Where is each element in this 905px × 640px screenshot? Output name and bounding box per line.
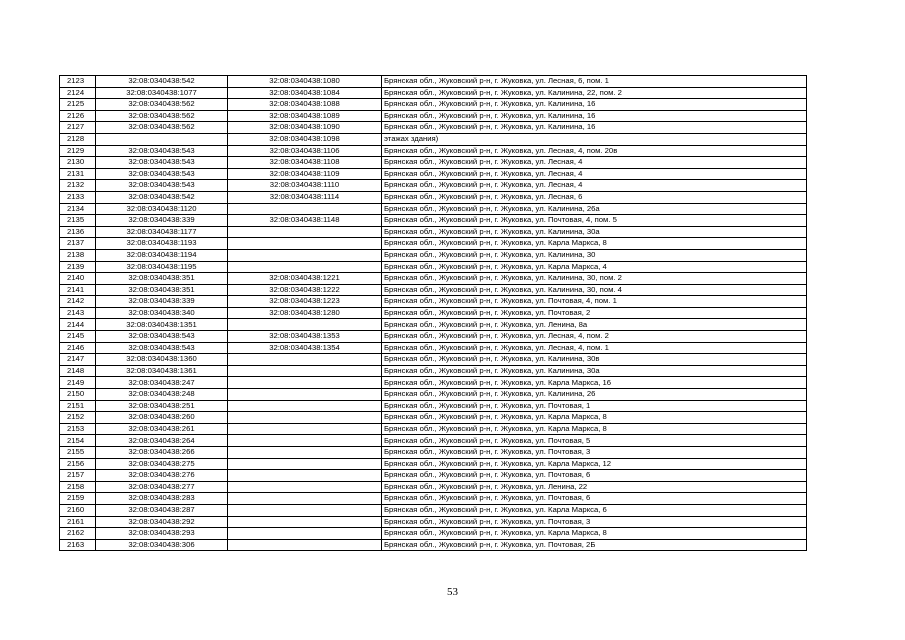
cadastral-number-cell: 32:08:0340438:543 [96, 342, 228, 354]
table-row [60, 539, 807, 551]
cadastral-number-cell: 32:08:0340438:562 [96, 122, 228, 134]
row-number-cell: 2147 [60, 354, 96, 366]
object-cadastral-number-cell [228, 423, 382, 435]
object-cadastral-number-cell [228, 516, 382, 528]
row-number-cell: 2144 [60, 319, 96, 331]
address-cell: Брянская обл., Жуковский р-н, г. Жуковка, ул. Калинина, 30в [382, 354, 807, 366]
address-cell: Брянская обл., Жуковский р-н, г. Жуковка, ул. Почтовая, 4, пом. 1 [382, 296, 807, 308]
address-cell: Брянская обл., Жуковский р-н, г. Жуковка, ул. Лесная, 4 [382, 180, 807, 192]
row-number-cell: 2149 [60, 377, 96, 389]
table-row [60, 435, 807, 447]
object-cadastral-number-cell: 32:08:0340438:1098 [228, 133, 382, 145]
object-cadastral-number-cell [228, 400, 382, 412]
row-number-cell: 2138 [60, 249, 96, 261]
table-row [60, 307, 807, 319]
records-table-body [60, 76, 807, 551]
cadastral-number-cell: 32:08:0340438:340 [96, 307, 228, 319]
object-cadastral-number-cell [228, 365, 382, 377]
cadastral-number-cell: 32:08:0340438:562 [96, 99, 228, 111]
row-number-cell: 2155 [60, 447, 96, 459]
address-cell: Брянская обл., Жуковский р-н, г. Жуковка, ул. Лесная, 4, пом. 20в [382, 145, 807, 157]
cadastral-number-cell: 32:08:0340438:562 [96, 110, 228, 122]
address-cell: Брянская обл., Жуковский р-н, г. Жуковка, ул. Калинина, 22, пом. 2 [382, 87, 807, 99]
table-row [60, 470, 807, 482]
table-row [60, 273, 807, 285]
cadastral-number-cell: 32:08:0340438:351 [96, 284, 228, 296]
row-number-cell: 2150 [60, 389, 96, 401]
address-cell: Брянская обл., Жуковский р-н, г. Жуковка, ул. Карла Маркса, 8 [382, 423, 807, 435]
object-cadastral-number-cell [228, 412, 382, 424]
table-row [60, 528, 807, 540]
address-cell: Брянская обл., Жуковский р-н, г. Жуковка, ул. Лесная, 6 [382, 191, 807, 203]
cadastral-number-cell: 32:08:0340438:543 [96, 145, 228, 157]
object-cadastral-number-cell [228, 528, 382, 540]
address-cell: Брянская обл., Жуковский р-н, г. Жуковка, ул. Лесная, 4 [382, 168, 807, 180]
object-cadastral-number-cell [228, 354, 382, 366]
address-cell: Брянская обл., Жуковский р-н, г. Жуковка, ул. Ленина, 22 [382, 481, 807, 493]
table-row [60, 447, 807, 459]
row-number-cell: 2139 [60, 261, 96, 273]
cadastral-number-cell: 32:08:0340438:260 [96, 412, 228, 424]
object-cadastral-number-cell [228, 203, 382, 215]
table-row [60, 481, 807, 493]
address-cell: Брянская обл., Жуковский р-н, г. Жуковка, ул. Почтовая, 2Б [382, 539, 807, 551]
address-cell: Брянская обл., Жуковский р-н, г. Жуковка, ул. Калинина, 16 [382, 99, 807, 111]
table-row [60, 516, 807, 528]
table-row [60, 493, 807, 505]
cadastral-number-cell [96, 133, 228, 145]
cadastral-number-cell: 32:08:0340438:543 [96, 180, 228, 192]
cadastral-number-cell: 32:08:0340438:1351 [96, 319, 228, 331]
address-cell: Брянская обл., Жуковский р-н, г. Жуковка, ул. Карла Маркса, 12 [382, 458, 807, 470]
address-cell: Брянская обл., Жуковский р-н, г. Жуковка, ул. Калинина, 30, пом. 4 [382, 284, 807, 296]
object-cadastral-number-cell [228, 539, 382, 551]
address-cell: Брянская обл., Жуковский р-н, г. Жуковка, ул. Ленина, 8а [382, 319, 807, 331]
table-row [60, 180, 807, 192]
table-row [60, 331, 807, 343]
address-cell: Брянская обл., Жуковский р-н, г. Жуковка, ул. Калинина, 26 [382, 389, 807, 401]
address-cell: Брянская обл., Жуковский р-н, г. Жуковка, ул. Карла Маркса, 16 [382, 377, 807, 389]
cadastral-number-cell: 32:08:0340438:1077 [96, 87, 228, 99]
cadastral-number-cell: 32:08:0340438:264 [96, 435, 228, 447]
object-cadastral-number-cell: 32:08:0340438:1109 [228, 168, 382, 180]
row-number-cell: 2137 [60, 238, 96, 250]
row-number-cell: 2142 [60, 296, 96, 308]
address-cell: Брянская обл., Жуковский р-н, г. Жуковка, ул. Почтовая, 2 [382, 307, 807, 319]
row-number-cell: 2128 [60, 133, 96, 145]
table-row [60, 504, 807, 516]
cadastral-number-cell: 32:08:0340438:1195 [96, 261, 228, 273]
row-number-cell: 2145 [60, 331, 96, 343]
address-cell: Брянская обл., Жуковский р-н, г. Жуковка, ул. Почтовая, 6 [382, 470, 807, 482]
table-row [60, 284, 807, 296]
address-cell: Брянская обл., Жуковский р-н, г. Жуковка, ул. Карла Маркса, 4 [382, 261, 807, 273]
row-number-cell: 2129 [60, 145, 96, 157]
object-cadastral-number-cell: 32:08:0340438:1222 [228, 284, 382, 296]
address-cell: Брянская обл., Жуковский р-н, г. Жуковка, ул. Калинина, 30а [382, 226, 807, 238]
row-number-cell: 2136 [60, 226, 96, 238]
row-number-cell: 2123 [60, 76, 96, 88]
table-row [60, 458, 807, 470]
row-number-cell: 2156 [60, 458, 96, 470]
address-cell: Брянская обл., Жуковский р-н, г. Жуковка, ул. Почтовая, 5 [382, 435, 807, 447]
cadastral-number-cell: 32:08:0340438:292 [96, 516, 228, 528]
row-number-cell: 2152 [60, 412, 96, 424]
object-cadastral-number-cell [228, 435, 382, 447]
cadastral-number-cell: 32:08:0340438:287 [96, 504, 228, 516]
cadastral-number-cell: 32:08:0340438:306 [96, 539, 228, 551]
row-number-cell: 2159 [60, 493, 96, 505]
object-cadastral-number-cell [228, 458, 382, 470]
table-row [60, 412, 807, 424]
object-cadastral-number-cell: 32:08:0340438:1080 [228, 76, 382, 88]
object-cadastral-number-cell [228, 481, 382, 493]
object-cadastral-number-cell [228, 319, 382, 331]
address-cell: Брянская обл., Жуковский р-н, г. Жуковка, ул. Лесная, 4, пом. 1 [382, 342, 807, 354]
table-row [60, 238, 807, 250]
address-cell: Брянская обл., Жуковский р-н, г. Жуковка, ул. Карла Маркса, 8 [382, 238, 807, 250]
row-number-cell: 2158 [60, 481, 96, 493]
object-cadastral-number-cell: 32:08:0340438:1280 [228, 307, 382, 319]
address-cell: Брянская обл., Жуковский р-н, г. Жуковка, ул. Калинина, 30 [382, 249, 807, 261]
table-row [60, 377, 807, 389]
cadastral-number-cell: 32:08:0340438:543 [96, 331, 228, 343]
object-cadastral-number-cell: 32:08:0340438:1090 [228, 122, 382, 134]
row-number-cell: 2163 [60, 539, 96, 551]
cadastral-number-cell: 32:08:0340438:248 [96, 389, 228, 401]
row-number-cell: 2134 [60, 203, 96, 215]
table-row [60, 168, 807, 180]
table-row [60, 87, 807, 99]
address-cell: этажах здания) [382, 133, 807, 145]
cadastral-number-cell: 32:08:0340438:293 [96, 528, 228, 540]
object-cadastral-number-cell: 32:08:0340438:1108 [228, 157, 382, 169]
cadastral-number-cell: 32:08:0340438:251 [96, 400, 228, 412]
cadastral-number-cell: 32:08:0340438:1177 [96, 226, 228, 238]
address-cell: Брянская обл., Жуковский р-н, г. Жуковка, ул. Почтовая, 3 [382, 516, 807, 528]
row-number-cell: 2157 [60, 470, 96, 482]
object-cadastral-number-cell: 32:08:0340438:1088 [228, 99, 382, 111]
row-number-cell: 2141 [60, 284, 96, 296]
cadastral-number-cell: 32:08:0340438:276 [96, 470, 228, 482]
cadastral-number-cell: 32:08:0340438:247 [96, 377, 228, 389]
table-row [60, 423, 807, 435]
address-cell: Брянская обл., Жуковский р-н, г. Жуковка, ул. Лесная, 6, пом. 1 [382, 76, 807, 88]
table-row [60, 145, 807, 157]
table-row [60, 400, 807, 412]
object-cadastral-number-cell [228, 249, 382, 261]
table-row [60, 99, 807, 111]
cadastral-number-cell: 32:08:0340438:1193 [96, 238, 228, 250]
table-row [60, 215, 807, 227]
table-row [60, 226, 807, 238]
table-row [60, 249, 807, 261]
object-cadastral-number-cell: 32:08:0340438:1106 [228, 145, 382, 157]
records-table [59, 75, 807, 551]
cadastral-number-cell: 32:08:0340438:351 [96, 273, 228, 285]
object-cadastral-number-cell [228, 493, 382, 505]
table-row [60, 191, 807, 203]
address-cell: Брянская обл., Жуковский р-н, г. Жуковка, ул. Лесная, 4, пом. 2 [382, 331, 807, 343]
address-cell: Брянская обл., Жуковский р-н, г. Жуковка, ул. Калинина, 30, пом. 2 [382, 273, 807, 285]
row-number-cell: 2127 [60, 122, 96, 134]
row-number-cell: 2124 [60, 87, 96, 99]
address-cell: Брянская обл., Жуковский р-н, г. Жуковка, ул. Почтовая, 3 [382, 447, 807, 459]
object-cadastral-number-cell [228, 377, 382, 389]
address-cell: Брянская обл., Жуковский р-н, г. Жуковка, ул. Карла Маркса, 6 [382, 504, 807, 516]
object-cadastral-number-cell: 32:08:0340438:1148 [228, 215, 382, 227]
object-cadastral-number-cell: 32:08:0340438:1114 [228, 191, 382, 203]
object-cadastral-number-cell [228, 389, 382, 401]
table-row [60, 319, 807, 331]
page-number: 53 [447, 586, 458, 598]
row-number-cell: 2161 [60, 516, 96, 528]
cadastral-number-cell: 32:08:0340438:261 [96, 423, 228, 435]
row-number-cell: 2126 [60, 110, 96, 122]
table-row [60, 157, 807, 169]
address-cell: Брянская обл., Жуковский р-н, г. Жуковка, ул. Карла Маркса, 8 [382, 412, 807, 424]
cadastral-number-cell: 32:08:0340438:275 [96, 458, 228, 470]
table-row [60, 203, 807, 215]
table-row [60, 342, 807, 354]
row-number-cell: 2143 [60, 307, 96, 319]
row-number-cell: 2130 [60, 157, 96, 169]
address-cell: Брянская обл., Жуковский р-н, г. Жуковка, ул. Калинина, 30а [382, 365, 807, 377]
object-cadastral-number-cell: 32:08:0340438:1089 [228, 110, 382, 122]
object-cadastral-number-cell [228, 261, 382, 273]
cadastral-number-cell: 32:08:0340438:543 [96, 168, 228, 180]
row-number-cell: 2153 [60, 423, 96, 435]
cadastral-number-cell: 32:08:0340438:1194 [96, 249, 228, 261]
table-row [60, 122, 807, 134]
row-number-cell: 2148 [60, 365, 96, 377]
row-number-cell: 2135 [60, 215, 96, 227]
address-cell: Брянская обл., Жуковский р-н, г. Жуковка, ул. Лесная, 4 [382, 157, 807, 169]
object-cadastral-number-cell: 32:08:0340438:1110 [228, 180, 382, 192]
table-row [60, 261, 807, 273]
row-number-cell: 2151 [60, 400, 96, 412]
object-cadastral-number-cell: 32:08:0340438:1354 [228, 342, 382, 354]
address-cell: Брянская обл., Жуковский р-н, г. Жуковка, ул. Калинина, 16 [382, 122, 807, 134]
cadastral-number-cell: 32:08:0340438:542 [96, 191, 228, 203]
cadastral-number-cell: 32:08:0340438:277 [96, 481, 228, 493]
table-row [60, 110, 807, 122]
table-row [60, 296, 807, 308]
cadastral-number-cell: 32:08:0340438:1360 [96, 354, 228, 366]
row-number-cell: 2132 [60, 180, 96, 192]
address-cell: Брянская обл., Жуковский р-н, г. Жуковка, ул. Почтовая, 6 [382, 493, 807, 505]
cadastral-number-cell: 32:08:0340438:339 [96, 296, 228, 308]
object-cadastral-number-cell: 32:08:0340438:1353 [228, 331, 382, 343]
address-cell: Брянская обл., Жуковский р-н, г. Жуковка, ул. Калинина, 16 [382, 110, 807, 122]
object-cadastral-number-cell: 32:08:0340438:1084 [228, 87, 382, 99]
cadastral-number-cell: 32:08:0340438:543 [96, 157, 228, 169]
row-number-cell: 2160 [60, 504, 96, 516]
object-cadastral-number-cell [228, 504, 382, 516]
row-number-cell: 2133 [60, 191, 96, 203]
row-number-cell: 2140 [60, 273, 96, 285]
row-number-cell: 2146 [60, 342, 96, 354]
object-cadastral-number-cell [228, 470, 382, 482]
row-number-cell: 2131 [60, 168, 96, 180]
row-number-cell: 2154 [60, 435, 96, 447]
row-number-cell: 2162 [60, 528, 96, 540]
object-cadastral-number-cell [228, 226, 382, 238]
table-row [60, 76, 807, 88]
object-cadastral-number-cell [228, 238, 382, 250]
table-row [60, 365, 807, 377]
address-cell: Брянская обл., Жуковский р-н, г. Жуковка, ул. Почтовая, 1 [382, 400, 807, 412]
table-row [60, 133, 807, 145]
table-row [60, 354, 807, 366]
address-cell: Брянская обл., Жуковский р-н, г. Жуковка, ул. Калинина, 26а [382, 203, 807, 215]
table-row [60, 389, 807, 401]
cadastral-number-cell: 32:08:0340438:283 [96, 493, 228, 505]
object-cadastral-number-cell [228, 447, 382, 459]
address-cell: Брянская обл., Жуковский р-н, г. Жуковка, ул. Карла Маркса, 8 [382, 528, 807, 540]
cadastral-number-cell: 32:08:0340438:339 [96, 215, 228, 227]
object-cadastral-number-cell: 32:08:0340438:1223 [228, 296, 382, 308]
row-number-cell: 2125 [60, 99, 96, 111]
cadastral-number-cell: 32:08:0340438:1120 [96, 203, 228, 215]
cadastral-number-cell: 32:08:0340438:266 [96, 447, 228, 459]
address-cell: Брянская обл., Жуковский р-н, г. Жуковка, ул. Почтовая, 4, пом. 5 [382, 215, 807, 227]
cadastral-number-cell: 32:08:0340438:1361 [96, 365, 228, 377]
cadastral-number-cell: 32:08:0340438:542 [96, 76, 228, 88]
object-cadastral-number-cell: 32:08:0340438:1221 [228, 273, 382, 285]
